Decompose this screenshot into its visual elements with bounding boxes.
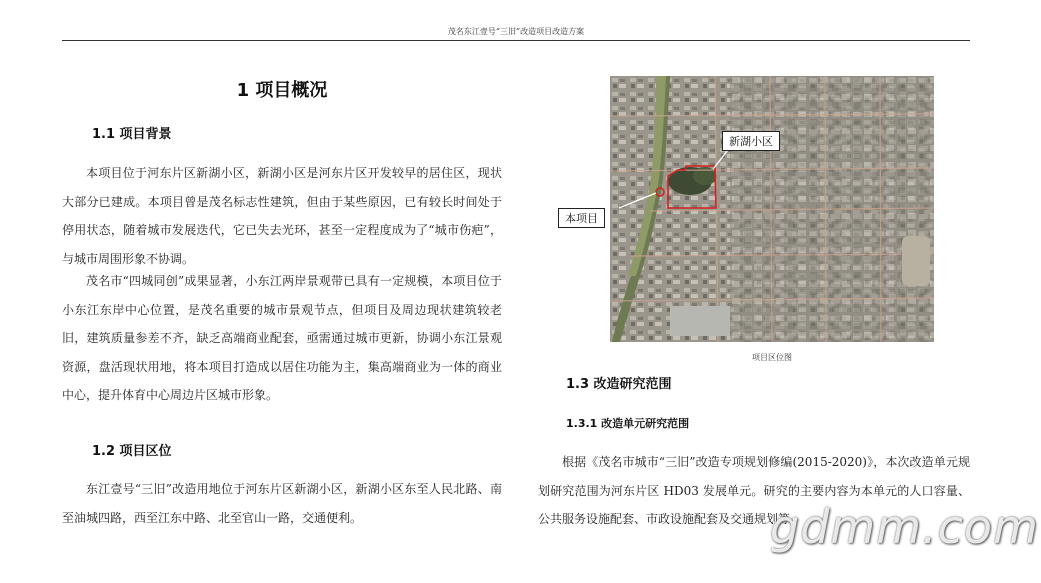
location-map-image <box>610 76 934 342</box>
section-1-3-paragraph-1: 根据《茂名市城市“三旧”改造专项规划修编(2015-2020)》，本次改造单元规划研究范围为河东片区 HD03 发展单元。研究的主要内容为本单元的人口容量、公共服务设施配套、市政设施配套及交通规划等。 <box>538 455 970 526</box>
section-1-heading: 1 项目概况 <box>236 80 328 101</box>
section-1-1-paragraph-1: 本项目位于河东片区新湖小区，新湖小区是河东片区开发较早的居住区，现状大部分已建成。本项目曾是茂名标志性建筑，但由于某些原因，已有较长时间处于停用状态，随着城市发展迭代，它已失去光环，甚至一定程度成为了“城市伤疤”，与城市周围形象不协调。 <box>62 166 502 266</box>
page-header <box>62 26 970 41</box>
header-title: 茂名东江壹号“三旧”改造项目改造方案 <box>447 27 585 36</box>
map-label-project: 本项目 <box>558 208 605 228</box>
site-watermark: gdmm.com <box>770 500 1039 554</box>
section-1-1-heading: 1.1 项目背景 <box>92 127 172 142</box>
satellite-map-graphic <box>610 76 934 342</box>
figure-caption: 项目区位图 <box>752 353 792 362</box>
section-1-3-1-heading: 1.3.1 改造单元研究范围 <box>566 417 690 430</box>
section-1-2-paragraph-1: 东江壹号“三旧”改造用地位于河东片区新湖小区，新湖小区东至人民北路、南至油城四路，西至江东中路、北至官山一路，交通便利。 <box>62 482 502 525</box>
map-label-xinhu: 新湖小区 <box>722 131 780 151</box>
section-1-2-heading: 1.2 项目区位 <box>92 444 172 459</box>
section-1-3-heading: 1.3 改造研究范围 <box>566 377 672 392</box>
left-column <box>62 70 502 525</box>
section-1-1-paragraph-2: 茂名市“四城同创”成果显著，小东江两岸景观带已具有一定规模，本项目位于小东江东岸中心位置，是茂名重要的城市景观节点，但项目及周边现状建筑较老旧，建筑质量参差不齐，缺乏高端商业配套，亟需通过城市更新，协调小东江景观资源，盘活现状用地，将本项目打造成以居住功能为主，集高端商业为一体的商业中心，提升体育中心周边片区城市形象。 <box>62 274 502 402</box>
